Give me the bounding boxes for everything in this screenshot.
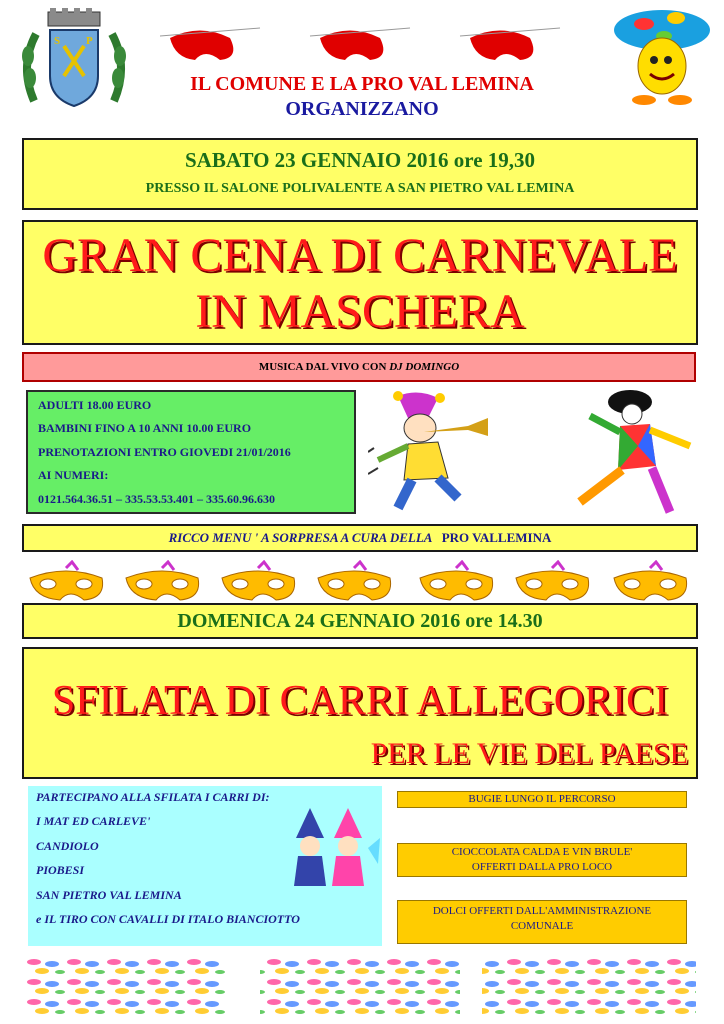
participant-item: e IL TIRO CON CAVALLI DI ITALO BIANCIOTTO [36,911,300,926]
crest-letter: S [54,35,61,47]
gold-mask-row [26,560,698,602]
confetti-strip [26,956,226,1014]
trumpet-clown-icon [368,388,518,518]
party-mask-icon [460,28,560,60]
participant-item: PIOBESI [36,863,85,878]
music-bar [22,352,696,382]
participant-item: I MAT ED CARLEVE' [36,814,151,829]
gold-mask-icon [318,562,391,600]
participants-box [28,786,382,946]
phone-label: AI NUMERI: [38,468,109,483]
harlequin-dancer [560,386,700,518]
event1-title-box [22,220,698,345]
bugie-box [397,791,687,808]
confetti-strip [482,956,696,1014]
gold-mask-icon [614,562,687,600]
chocolate-text: CIOCCOLATA CALDA E VIN BRULE' [451,846,633,858]
event1-title-line1: GRAN CENA DI CARNEVALE [42,229,678,282]
confetti-strip [260,956,460,1014]
menu-text: RICCO MENU ' A SORPRESA A CURA DELLA [168,530,433,545]
participant-item: SAN PIETRO VAL LEMINA [36,887,182,902]
event2-title: SFILATA DI CARRI ALLEGORICI [51,678,669,724]
costumed-kids-icon [286,808,382,888]
event1-date-box [22,138,698,210]
organizer-subline: ORGANIZZANO [285,98,439,120]
party-mask-icon [160,28,260,60]
menu-organizer: PRO VALLEMINA [441,530,552,545]
price-children: BAMBINI FINO A 10 ANNI 10.00 EURO [38,421,252,436]
bottom-confetti [26,956,698,1014]
participants-heading: PARTECIPANO ALLA SFILATA I CARRI DI: [36,790,270,804]
menu-bar [22,524,698,552]
prices-box [26,390,356,514]
trumpet-clown [368,388,518,518]
event1-location: PRESSO IL SALONE POLIVALENTE A SAN PIETRO VAL LEMINA [145,181,575,196]
event2-date: DOMENICA 24 GENNAIO 2016 ore 14.30 [177,610,543,632]
sweets-text: DOLCI OFFERTI DALL'AMMINISTRAZIONE [432,905,652,917]
sweets-box [397,900,687,944]
gold-mask-icon [222,562,295,600]
music-prefix: MUSICA DAL VIVO CON [258,361,387,373]
crest-letter: P [86,35,93,47]
event1-title-line2: IN MASCHERA [195,285,525,338]
participant-item: CANDIOLO [36,838,99,853]
sweets-donor: COMUNALE [510,920,574,932]
reservation-deadline: PRENOTAZIONI ENTRO GIOVEDI 21/01/2016 [38,444,291,459]
party-mask-icon [310,28,410,60]
event2-title-box [22,647,698,779]
price-adults: ADULTI 18.00 EURO [38,398,152,412]
gold-mask-icon [126,562,199,600]
phone-numbers: 0121.564.36.51 – 335.53.53.401 – 335.60.96.630 [38,491,275,506]
event2-subtitle: PER LE VIE DEL PAESE [370,737,688,770]
bugie-text: BUGIE LUNGO IL PERCORSO [468,793,616,805]
chocolate-offered: OFFERTI DALLA PRO LOCO [471,861,613,873]
event2-date-box [22,603,698,639]
gold-mask-icon [516,562,589,600]
top-masks [160,18,600,73]
harlequin-icon [560,386,700,518]
organizer-line: IL COMUNE E LA PRO VAL LEMINA [190,73,534,95]
music-dj: DJ DOMINGO [389,361,460,373]
chocolate-box [397,843,687,877]
event1-date: SABATO 23 GENNAIO 2016 ore 19,30 [184,148,536,172]
gold-mask-icon [420,562,493,600]
gold-mask-icon [30,562,103,600]
